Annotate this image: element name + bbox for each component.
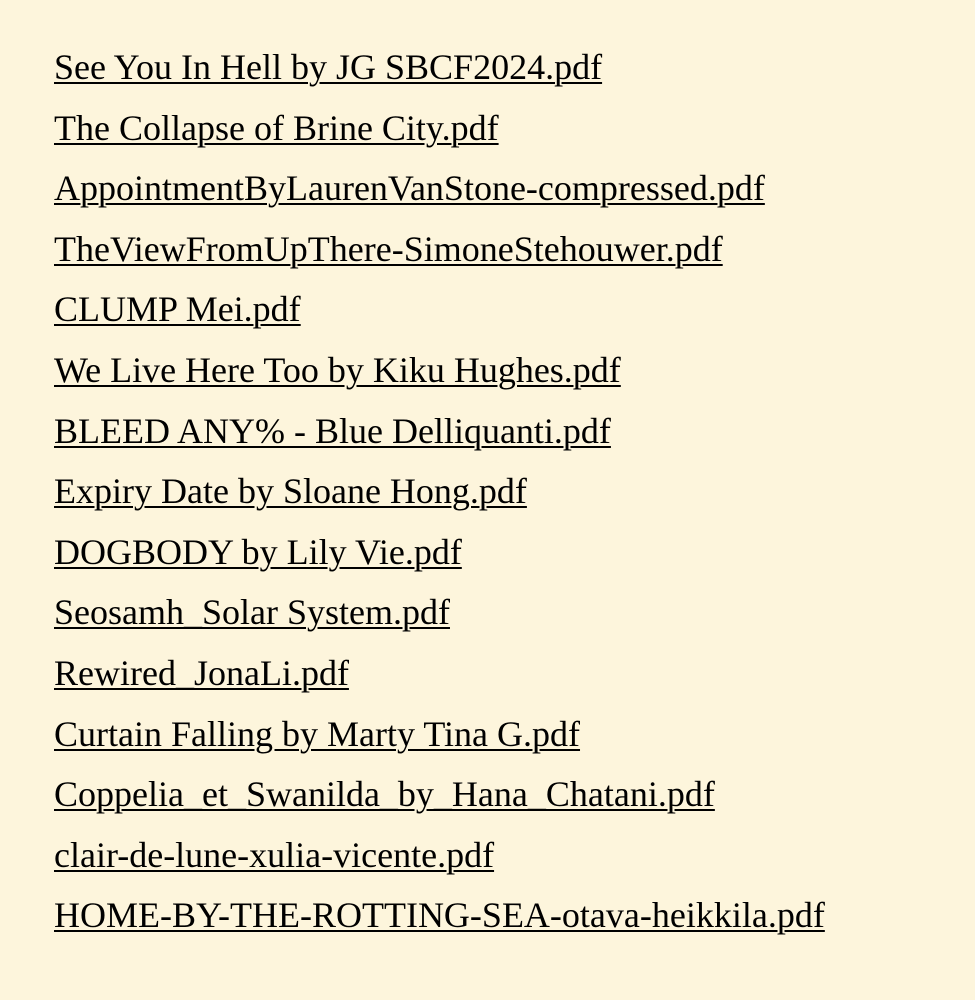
- list-item: [54, 464, 825, 525]
- list-item: [54, 525, 825, 586]
- file-link[interactable]: CLUMP Mei.pdf: [54, 289, 301, 330]
- file-link[interactable]: clair-de-lune-xulia-vicente.pdf: [54, 834, 495, 875]
- file-link[interactable]: Expiry Date by Sloane Hong.pdf: [54, 471, 527, 512]
- list-item: [54, 767, 825, 828]
- list-item: [54, 101, 825, 162]
- file-link[interactable]: We Live Here Too by Kiku Hughes.pdf: [54, 349, 621, 390]
- list-item: [54, 646, 825, 707]
- file-link-list: [54, 40, 825, 949]
- file-link[interactable]: The Collapse of Brine City.pdf: [54, 107, 499, 148]
- file-link[interactable]: DOGBODY by Lily Vie.pdf: [54, 531, 462, 572]
- list-item: [54, 888, 825, 949]
- list-item: [54, 282, 825, 343]
- file-link[interactable]: TheViewFromUpThere-SimoneStehouwer.pdf: [54, 228, 723, 269]
- file-link[interactable]: HOME-BY-THE-ROTTING-SEA-otava-heikkila.pdf: [54, 895, 825, 936]
- file-link[interactable]: See You In Hell by JG SBCF2024.pdf: [54, 47, 603, 87]
- file-link[interactable]: BLEED ANY% - Blue Delliquanti.pdf: [54, 410, 611, 451]
- file-link[interactable]: Rewired_JonaLi.pdf: [54, 652, 349, 693]
- list-item: [54, 343, 825, 404]
- list-item: [54, 828, 825, 889]
- file-link[interactable]: Coppelia_et_Swanilda_by_Hana_Chatani.pdf: [54, 774, 715, 815]
- file-link[interactable]: Seosamh_Solar System.pdf: [54, 592, 450, 633]
- file-link[interactable]: Curtain Falling by Marty Tina G.pdf: [54, 713, 581, 754]
- list-item: [54, 707, 825, 768]
- list-item: [54, 222, 825, 283]
- list-item: [54, 585, 825, 646]
- list-item: [54, 161, 825, 222]
- list-item: [54, 40, 825, 101]
- file-link[interactable]: AppointmentByLaurenVanStone-compressed.pdf: [54, 168, 765, 209]
- list-item: [54, 404, 825, 465]
